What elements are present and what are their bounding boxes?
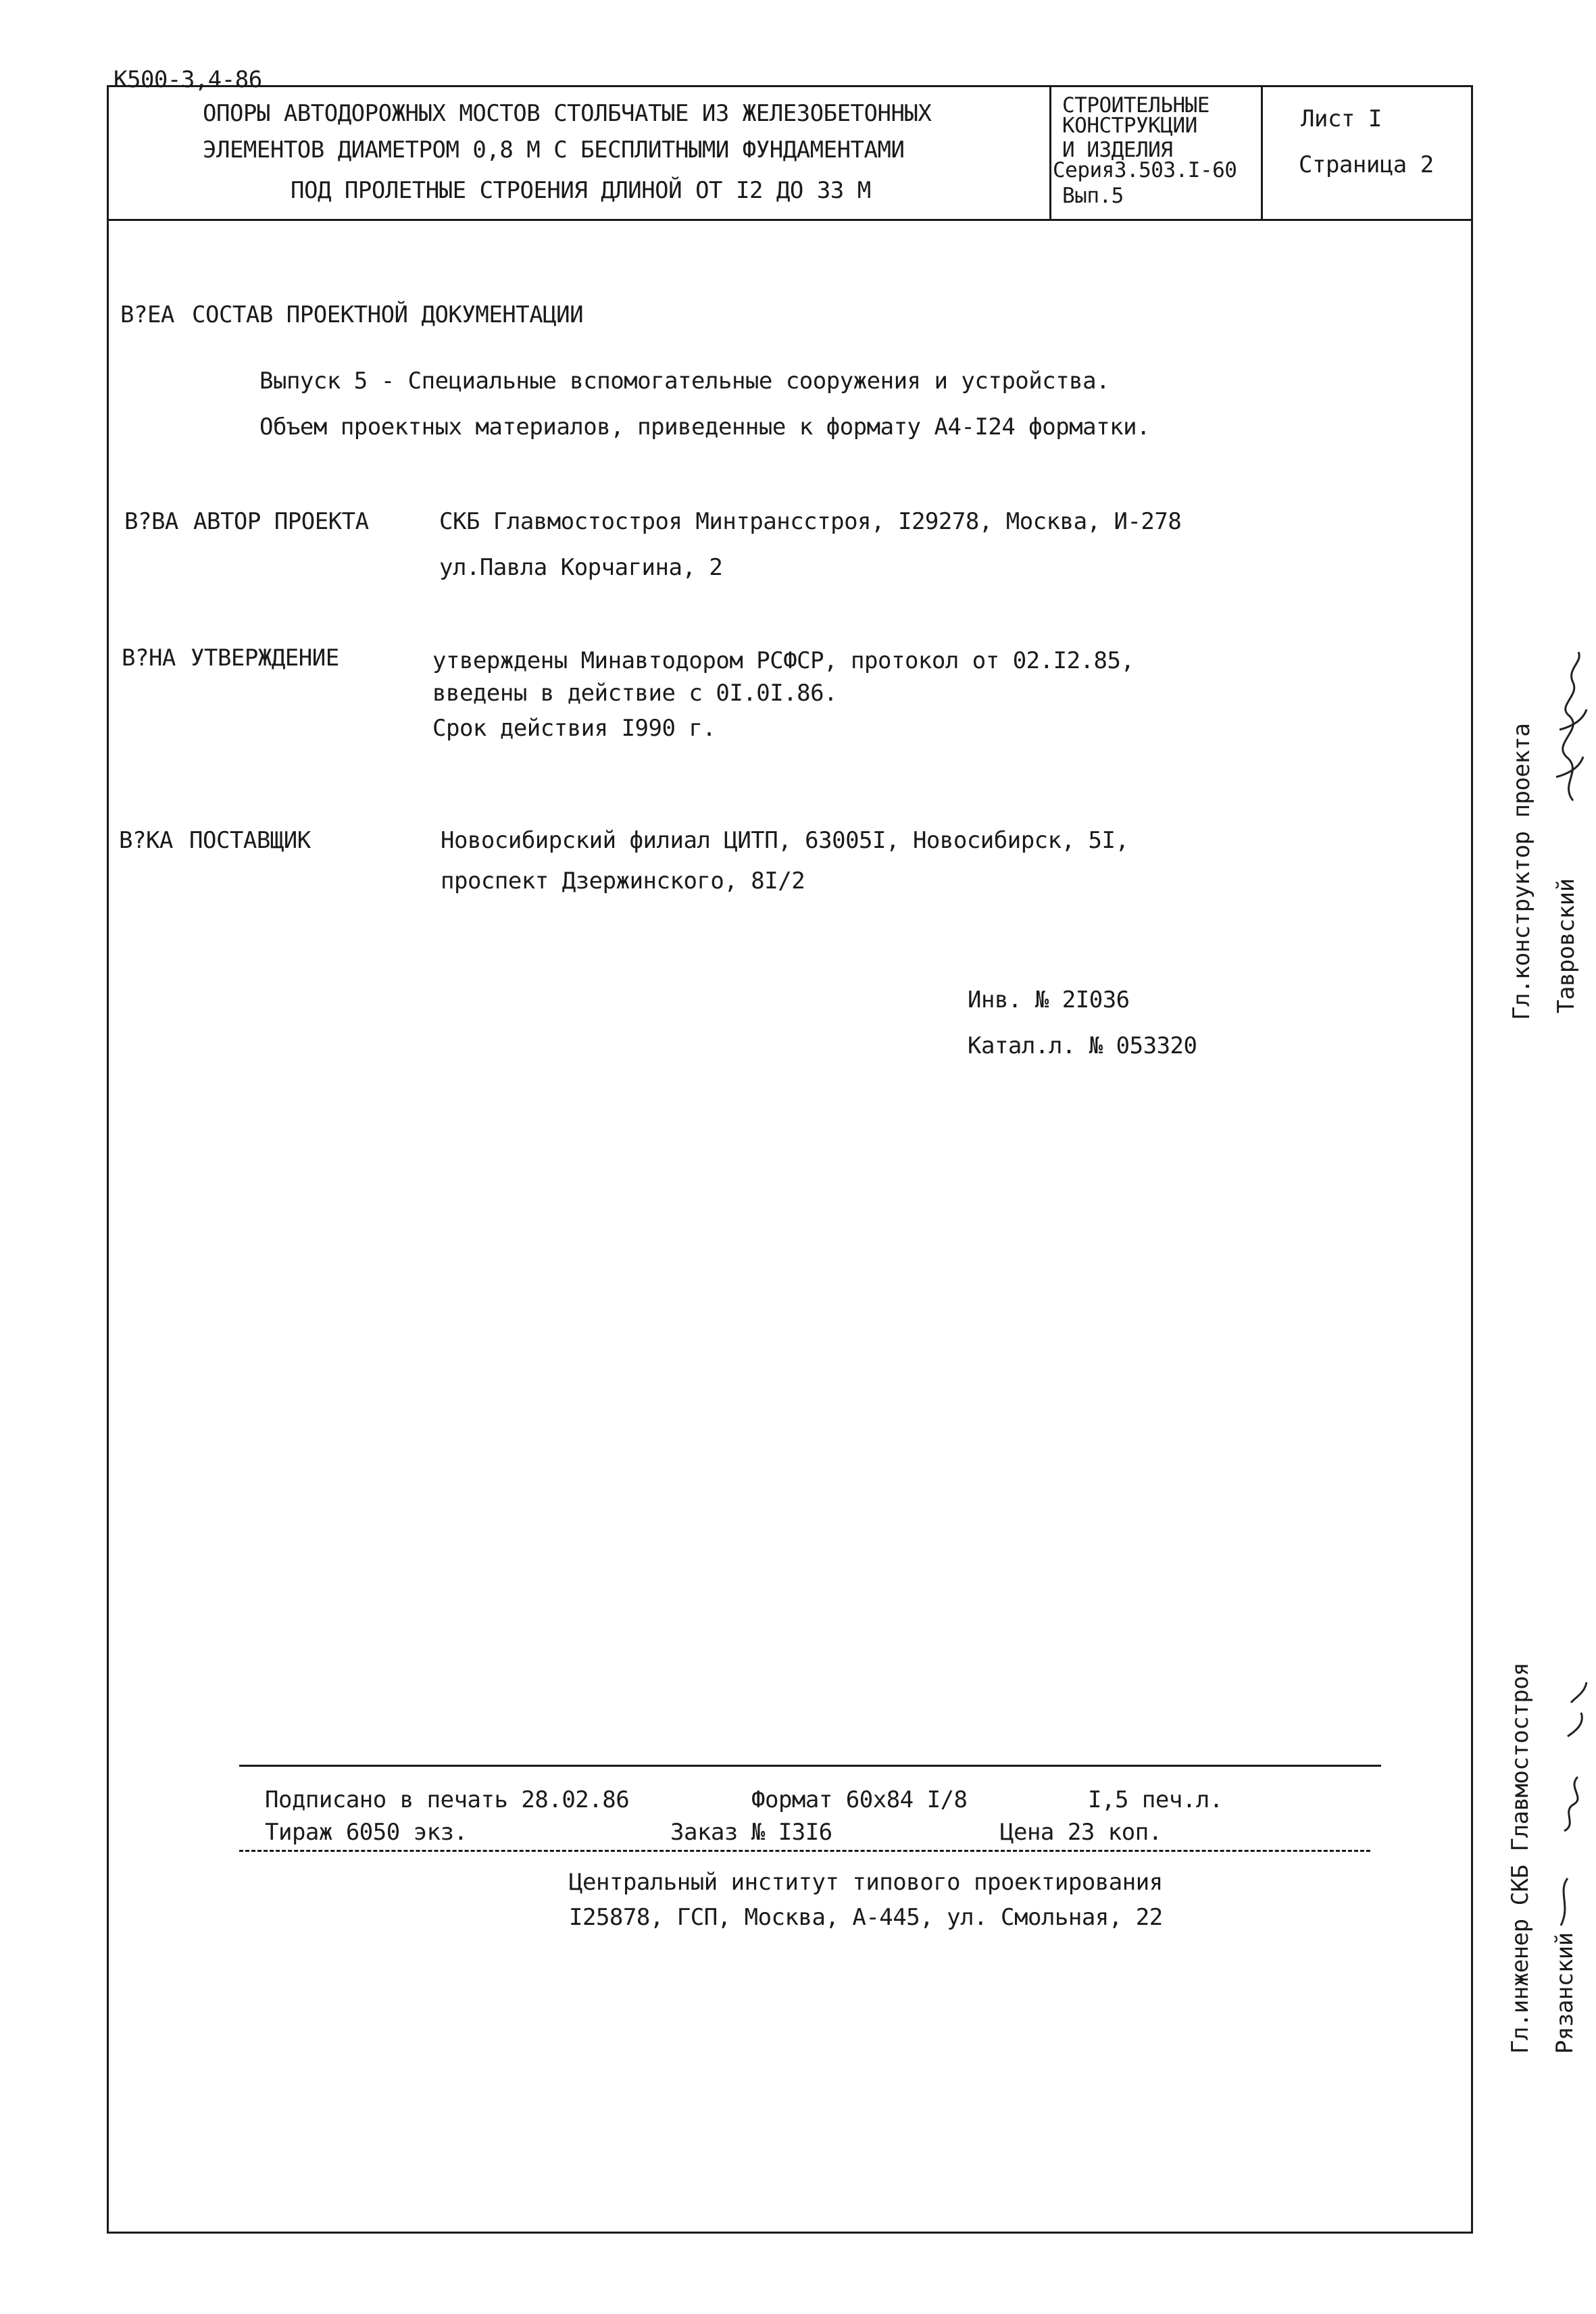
section-label: УТВЕРЖДЕНИЕ bbox=[191, 645, 339, 672]
imprint-dashed-rule bbox=[239, 1850, 1370, 1852]
imprint-top-rule bbox=[239, 1765, 1381, 1767]
catalog-number: Катал.л. № 053320 bbox=[968, 1032, 1197, 1059]
imprint-signed: Подписано в печать 28.02.86 bbox=[265, 1786, 630, 1813]
section-code: В?ВА bbox=[124, 508, 178, 535]
author-line-1: СКБ Главмостостроя Минтрансстроя, I29278, Москва, И-278 bbox=[439, 508, 1182, 535]
imprint-format: Формат 60х84 I/8 bbox=[751, 1786, 968, 1813]
chief-designer-title: Гл.конструктор проекта bbox=[1508, 723, 1535, 1020]
section-code: В?НА bbox=[122, 645, 176, 672]
section-label: АВТОР ПРОЕКТА bbox=[193, 508, 369, 535]
section-code: В?ЕА bbox=[120, 301, 174, 328]
series-line-1: СТРОИТЕЛЬНЫЕ bbox=[1062, 93, 1210, 118]
composition-line-2: Объем проектных материалов, приведенные к формату А4-I24 форматки. bbox=[259, 413, 1151, 441]
imprint-order: Заказ № I3I6 bbox=[670, 1819, 832, 1846]
title-line-2: ЭЛЕМЕНТОВ ДИАМЕТРОМ 0,8 М С БЕСПЛИТНЫМИ ФУНДАМЕНТАМИ bbox=[203, 136, 905, 164]
section-code: В?КА bbox=[119, 827, 173, 854]
title-block-separator-2 bbox=[1261, 85, 1263, 220]
imprint-publisher: Центральный институт типового проектирования bbox=[569, 1869, 1163, 1896]
composition-line-1: Выпуск 5 - Специальные вспомогательные сооружения и устройства. bbox=[259, 368, 1110, 395]
series-line-2: КОНСТРУКЦИИ bbox=[1062, 114, 1197, 138]
series-number: Серия3.503.I-60 bbox=[1053, 158, 1237, 182]
section-label: СОСТАВ ПРОЕКТНОЙ ДОКУМЕНТАЦИИ bbox=[192, 301, 584, 328]
author-line-2: ул.Павла Корчагина, 2 bbox=[439, 554, 723, 581]
title-line-3: ПОД ПРОЛЕТНЫЕ СТРОЕНИЯ ДЛИНОЙ ОТ I2 ДО 33 М bbox=[291, 177, 871, 204]
title-block-separator-1 bbox=[1049, 85, 1051, 220]
imprint-run: Тираж 6050 экз. bbox=[265, 1819, 468, 1846]
imprint-price: Цена 23 коп. bbox=[1000, 1819, 1162, 1846]
imprint-address: I25878, ГСП, Москва, А-445, ул. Смольная, 22 bbox=[569, 1904, 1163, 1931]
sheet-number: Лист I bbox=[1301, 105, 1382, 132]
chief-designer-signature bbox=[1546, 649, 1593, 804]
page-number: Страница 2 bbox=[1299, 151, 1434, 178]
chief-engineer-signature bbox=[1547, 1676, 1595, 1932]
chief-engineer-title: Гл.инженер СКБ Главмостостроя bbox=[1507, 1662, 1534, 2054]
imprint-sheets: I,5 печ.л. bbox=[1088, 1786, 1223, 1813]
chief-engineer-name: Рязанский bbox=[1551, 1932, 1578, 2054]
approval-line-2: введены в действие с 0I.0I.86. bbox=[432, 680, 838, 707]
series-line-3: И ИЗДЕЛИЯ bbox=[1062, 138, 1173, 162]
document-code: К500-3,4-86 bbox=[114, 66, 262, 93]
approval-line-1: утверждены Минавтодором РСФСР, протокол от 02.I2.85, bbox=[432, 647, 1134, 674]
issue-number: Вып.5 bbox=[1062, 184, 1124, 208]
supplier-line-1: Новосибирский филиал ЦИТП, 63005I, Новосибирск, 5I, bbox=[441, 827, 1129, 854]
supplier-line-2: проспект Дзержинского, 8I/2 bbox=[441, 867, 805, 895]
chief-designer-name: Тавровский bbox=[1553, 878, 1580, 1013]
inventory-number: Инв. № 2I036 bbox=[968, 986, 1130, 1013]
section-label: ПОСТАВЩИК bbox=[189, 827, 311, 854]
title-line-1: ОПОРЫ АВТОДОРОЖНЫХ МОСТОВ СТОЛБЧАТЫЕ ИЗ ЖЕЛЕЗОБЕТОННЫХ bbox=[203, 100, 932, 127]
title-block-divider bbox=[107, 219, 1473, 221]
approval-line-3: Срок действия I990 г. bbox=[432, 715, 716, 742]
